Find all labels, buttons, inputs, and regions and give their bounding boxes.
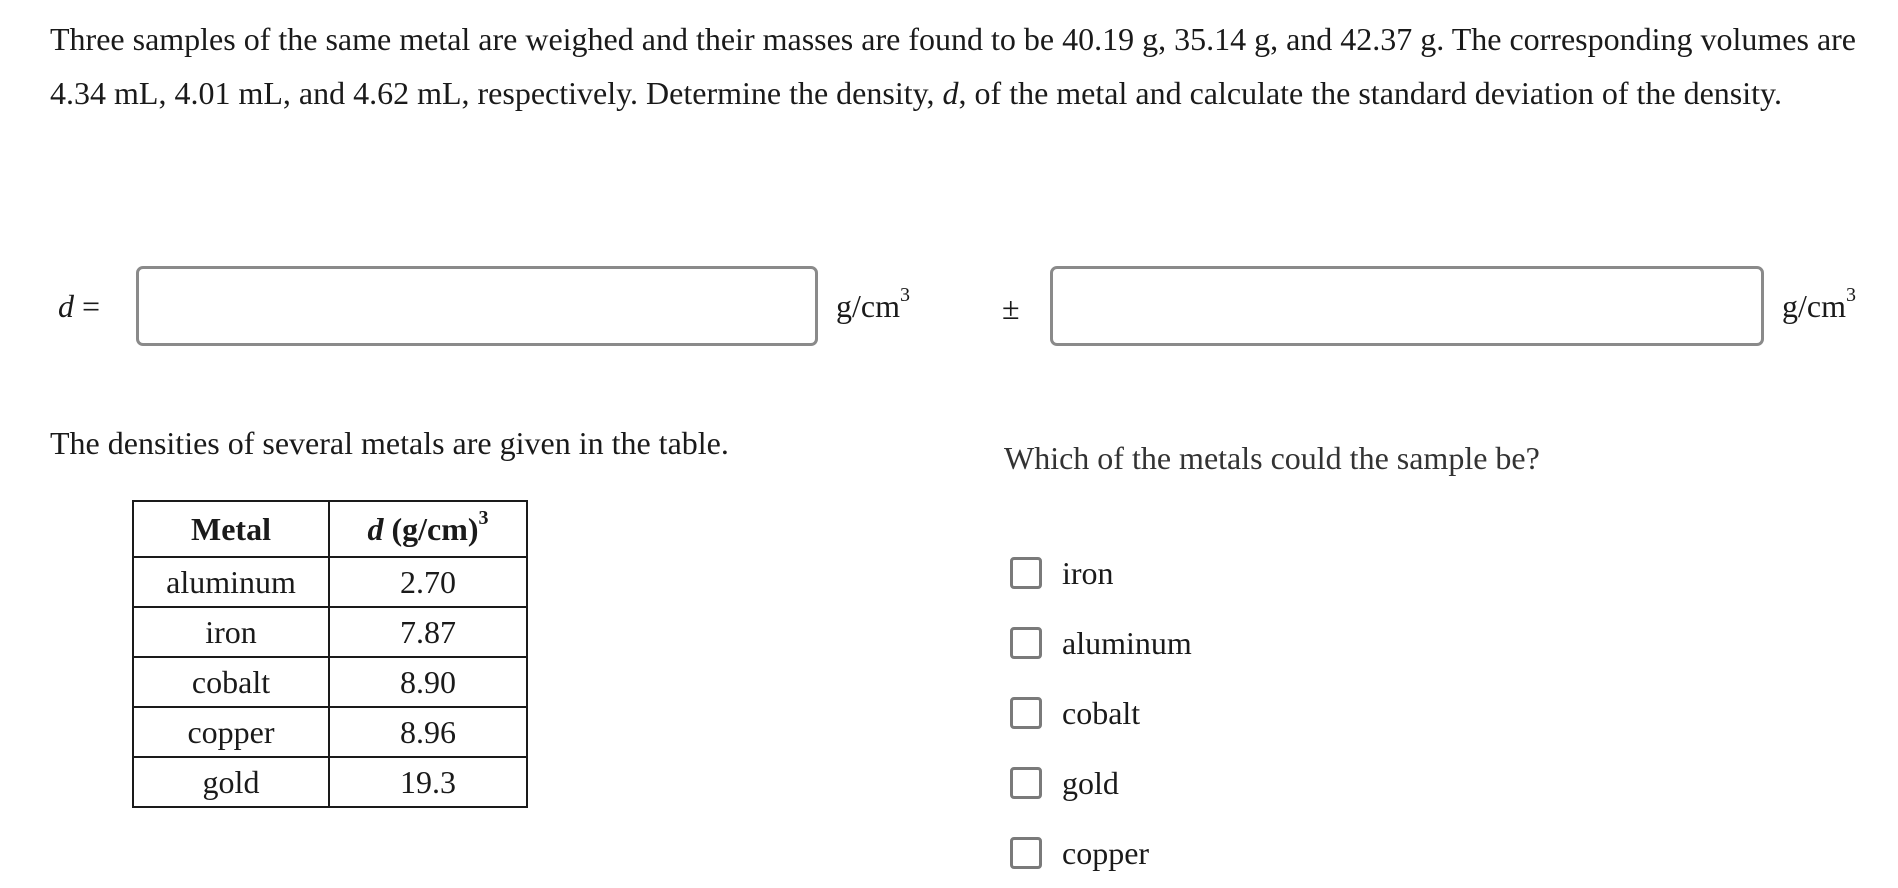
question-variable-d: d bbox=[942, 75, 959, 111]
header-metal: Metal bbox=[133, 501, 329, 557]
density-unit bbox=[836, 284, 910, 325]
option-label-cobalt[interactable]: cobalt bbox=[1062, 694, 1141, 731]
table-row bbox=[133, 607, 527, 657]
checkbox-aluminum[interactable] bbox=[1010, 627, 1042, 659]
table-cell-density: 8.90 bbox=[329, 657, 527, 707]
table-row bbox=[133, 657, 527, 707]
checkbox-iron[interactable] bbox=[1010, 557, 1042, 589]
checkbox-cobalt[interactable] bbox=[1010, 697, 1042, 729]
header-density bbox=[329, 501, 527, 557]
stddev-unit bbox=[1782, 284, 1856, 325]
stddev-unit-exponent: 3 bbox=[1845, 284, 1856, 307]
checkbox-gold[interactable] bbox=[1010, 767, 1042, 799]
table-cell-metal: copper bbox=[133, 707, 329, 757]
header-density-unit-base: (g/cm) bbox=[383, 510, 479, 547]
table-row bbox=[133, 757, 527, 807]
option-copper[interactable] bbox=[1010, 818, 1192, 888]
choice-prompt: Which of the metals could the sample be? bbox=[1004, 440, 1540, 476]
option-label-copper[interactable]: copper bbox=[1062, 834, 1150, 871]
table-cell-metal: cobalt bbox=[133, 657, 329, 707]
option-iron[interactable] bbox=[1010, 538, 1192, 608]
density-unit-exponent: 3 bbox=[899, 284, 910, 307]
table-cell-metal: aluminum bbox=[133, 557, 329, 607]
option-gold[interactable] bbox=[1010, 748, 1192, 818]
choice-options bbox=[1010, 538, 1192, 888]
table-cell-density: 2.70 bbox=[329, 557, 527, 607]
stddev-unit-base: g/cm bbox=[1782, 288, 1846, 324]
option-aluminum[interactable] bbox=[1010, 608, 1192, 678]
checkbox-copper[interactable] bbox=[1010, 837, 1042, 869]
table-row bbox=[133, 557, 527, 607]
stddev-input[interactable] bbox=[1050, 266, 1764, 346]
plus-minus-sign: ± bbox=[1002, 290, 1020, 326]
table-cell-density: 8.96 bbox=[329, 707, 527, 757]
density-label-equals: = bbox=[74, 288, 101, 324]
table-header-row bbox=[133, 501, 527, 557]
table-cell-density: 7.87 bbox=[329, 607, 527, 657]
density-label-var: d bbox=[58, 288, 74, 324]
header-density-var: d bbox=[367, 510, 384, 547]
question-part-2: , of the metal and calculate the standard deviation of the density. bbox=[958, 75, 1782, 111]
metal-density-table bbox=[132, 500, 528, 808]
density-label bbox=[58, 288, 100, 325]
density-unit-base: g/cm bbox=[836, 288, 900, 324]
option-label-iron[interactable]: iron bbox=[1062, 554, 1114, 591]
table-cell-metal: iron bbox=[133, 607, 329, 657]
question-part-1: Three samples of the same metal are weighed and their masses are found to be 40.19 g, 35.14 g, and 42.37 g. The corresponding volumes are 4.34 mL, 4.01 mL, and 4.62 mL, respectively. Determine the density, bbox=[50, 21, 1856, 111]
option-label-aluminum[interactable]: aluminum bbox=[1062, 624, 1192, 661]
header-density-unit-exponent: 3 bbox=[478, 506, 489, 529]
header-density-unit bbox=[383, 506, 489, 547]
option-cobalt[interactable] bbox=[1010, 678, 1192, 748]
question-text bbox=[50, 12, 1880, 120]
density-input[interactable] bbox=[136, 266, 818, 346]
option-label-gold[interactable]: gold bbox=[1062, 764, 1119, 801]
answer-row bbox=[0, 266, 1898, 352]
table-cell-metal: gold bbox=[133, 757, 329, 807]
table-row bbox=[133, 707, 527, 757]
table-cell-density: 19.3 bbox=[329, 757, 527, 807]
table-intro: The densities of several metals are given in the table. bbox=[50, 425, 729, 461]
